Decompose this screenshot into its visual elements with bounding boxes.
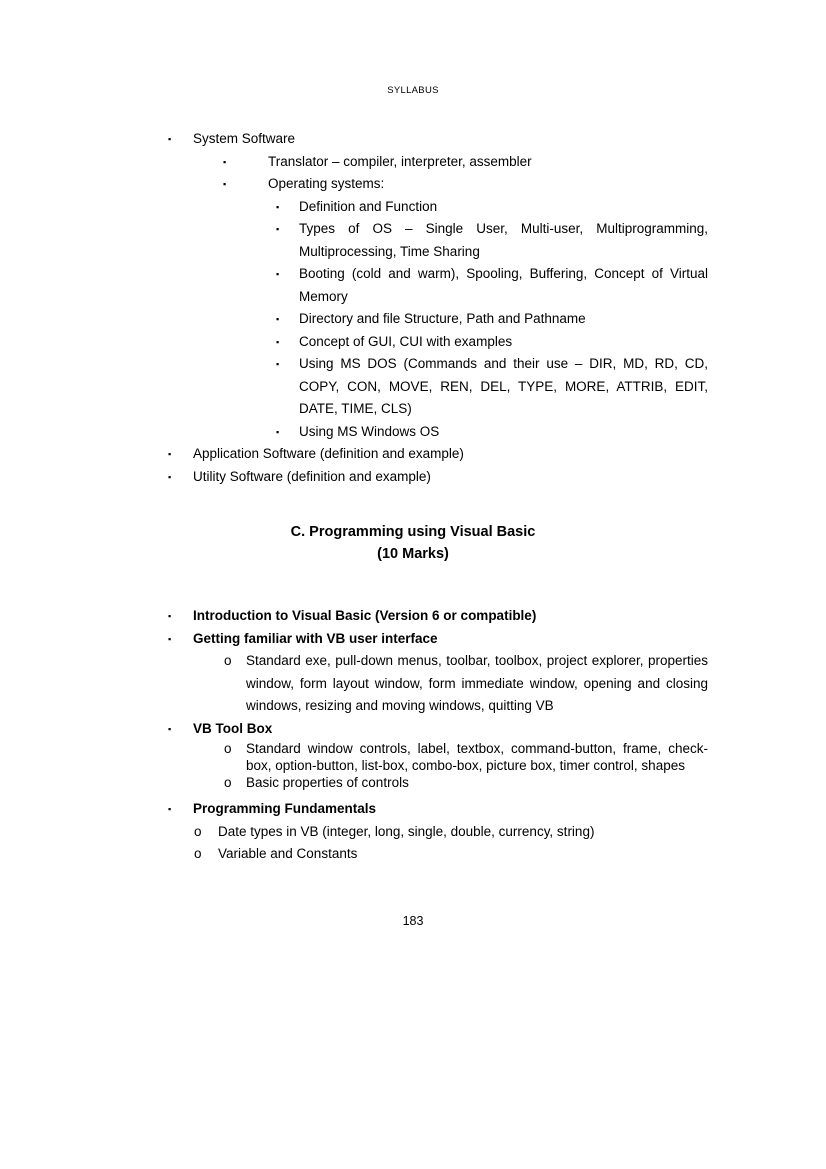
section-gap (0, 598, 826, 605)
list-item-label: VB Tool Box (193, 720, 273, 736)
list-item (0, 466, 826, 489)
list-item (0, 128, 826, 151)
list-item-label: Standard window controls, label, textbox, command-button, frame, check-box, option-button, list-box, combo-box, picture box, timer control, shapes (246, 741, 708, 773)
list-item-label: Basic properties of controls (246, 775, 409, 790)
square-bullet-icon: ▪ (276, 314, 280, 324)
list-item (0, 774, 826, 791)
list-item (0, 353, 826, 421)
square-bullet-icon: ▪ (276, 269, 280, 279)
list-item-label: System Software (193, 131, 296, 146)
section-title: C. Programming using Visual Basic (290, 524, 536, 540)
square-bullet-icon: ▪ (223, 156, 227, 167)
page-number: 183 (402, 914, 424, 928)
list-item (0, 605, 826, 628)
square-bullet-icon: ▪ (168, 804, 172, 814)
list-item-label: Getting familiar with VB user interface (193, 630, 438, 646)
list-item (0, 173, 826, 196)
running-head: SYLLABUS (387, 85, 439, 96)
list-item (0, 331, 826, 354)
square-bullet-icon: ▪ (276, 359, 280, 369)
section-gap (0, 488, 826, 521)
list-item-label: Introduction to Visual Basic (Version 6 or compatible) (193, 608, 537, 623)
list-item (0, 821, 826, 844)
list-item (0, 740, 826, 774)
square-bullet-icon: ▪ (223, 179, 227, 189)
circle-bullet-icon: o (194, 846, 202, 861)
circle-bullet-icon: o (224, 653, 232, 668)
list-item-label: Programming Fundamentals (193, 801, 377, 816)
list-item (0, 718, 826, 741)
page-content (0, 128, 826, 866)
list-item-label: Using MS DOS (Commands and their use – DIR, MD, RD, CD, COPY, CON, MOVE, REN, DEL, TYPE, MORE, ATTRIB, EDIT, DATE, TIME, CLS) (299, 356, 708, 416)
list-item-label: Directory and file Structure, Path and Pathname (299, 311, 586, 326)
square-bullet-icon: ▪ (276, 336, 280, 347)
square-bullet-icon: ▪ (168, 633, 172, 644)
list-item-label: Booting (cold and warm), Spooling, Buffering, Concept of Virtual Memory (299, 266, 708, 304)
circle-bullet-icon: o (224, 775, 232, 790)
list-item (0, 308, 826, 331)
list-item (0, 263, 826, 308)
section-gap (0, 791, 826, 798)
list-item-label: Variable and Constants (218, 846, 358, 861)
list-item-label: Definition and Function (299, 198, 438, 214)
circle-bullet-icon: o (224, 741, 232, 756)
list-item-label: Operating systems: (268, 176, 385, 191)
list-item (0, 151, 826, 174)
list-item (0, 628, 826, 651)
list-item-label: Translator – compiler, interpreter, assembler (268, 153, 532, 169)
list-item-label: Types of OS – Single User, Multi-user, Multiprogramming, Multiprocessing, Time Sharing (299, 221, 708, 259)
list-item-label: Utility Software (definition and example) (193, 468, 431, 484)
square-bullet-icon: ▪ (276, 224, 280, 234)
list-item (0, 443, 826, 466)
square-bullet-icon: ▪ (168, 723, 172, 734)
square-bullet-icon: ▪ (276, 201, 280, 212)
list-item (0, 421, 826, 444)
list-item (0, 218, 826, 263)
square-bullet-icon: ▪ (168, 449, 172, 459)
section-marks: (10 Marks) (377, 546, 449, 562)
square-bullet-icon: ▪ (168, 611, 172, 621)
list-item-label: Concept of GUI, CUI with examples (299, 333, 513, 349)
list-item-label: Using MS Windows OS (299, 423, 440, 439)
square-bullet-icon: ▪ (276, 426, 280, 437)
list-item (0, 196, 826, 219)
list-item (0, 843, 826, 866)
list-item (0, 798, 826, 821)
list-item-label: Date types in VB (integer, long, single, double, currency, string) (218, 823, 595, 839)
section-gap (0, 565, 826, 598)
list-item (0, 650, 826, 718)
list-item-label: Application Software (definition and example) (193, 446, 464, 461)
list-item-label: Standard exe, pull-down menus, toolbar, toolbox, project explorer, properties window, form layout window, form immediate window, opening and closing windows, resizing and moving windows, quitting VB (246, 653, 708, 713)
circle-bullet-icon: o (194, 823, 202, 839)
square-bullet-icon: ▪ (168, 471, 172, 482)
square-bullet-icon: ▪ (168, 134, 172, 144)
